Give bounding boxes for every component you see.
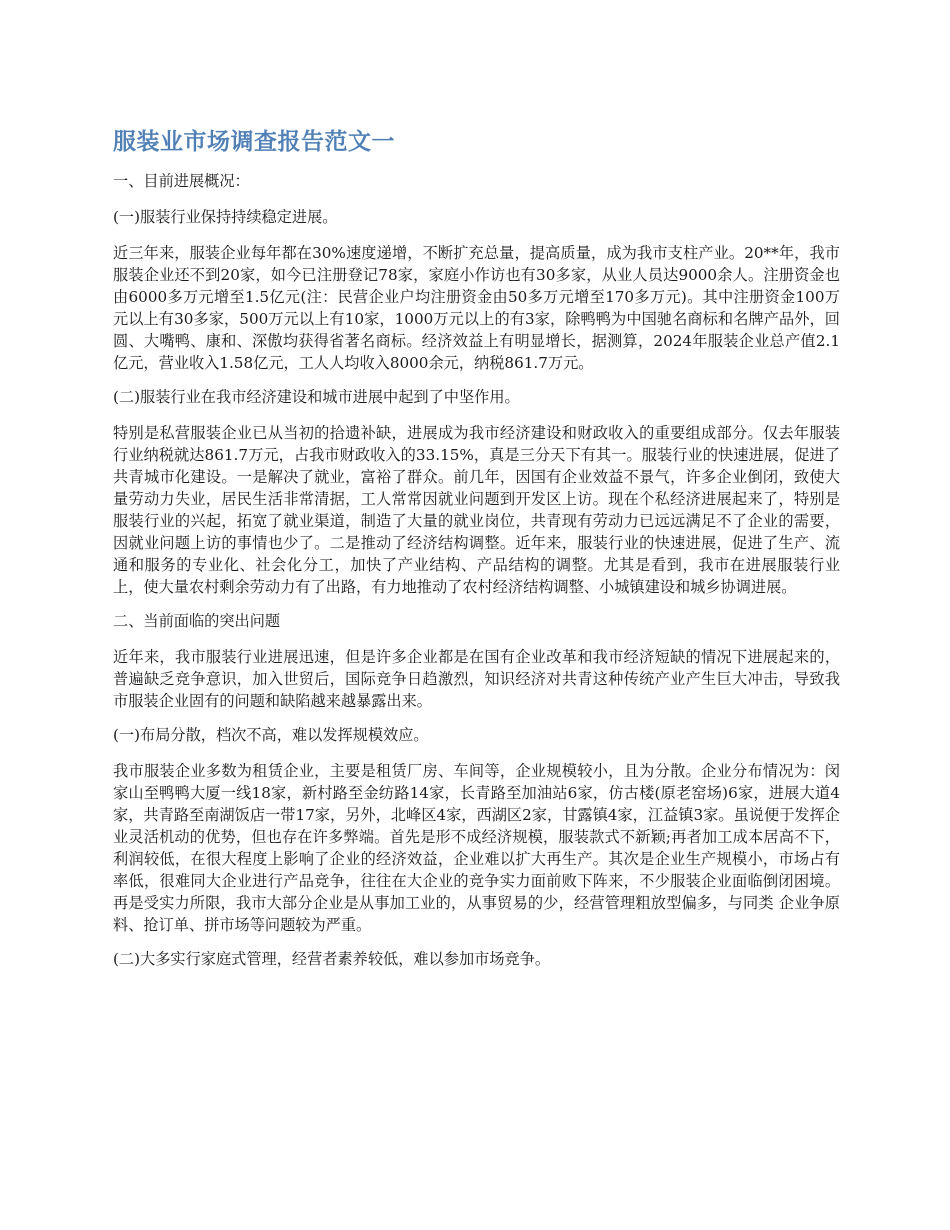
document-title: 服装业市场调查报告范文一 — [113, 129, 395, 155]
document-body — [113, 126, 840, 984]
subsection-heading-2-1: (一)布局分散，档次不高，难以发挥规模效应。 — [113, 726, 429, 744]
body-paragraph: 我市服装企业多数为租赁企业，主要是租赁厂房、车间等，企业规模较小，且为分散。企业分布情况为：闵家山至鸭鸭大厦一线18家，新村路至金纺路14家，长青路至加油站6家，仿古楼(原老窑场)6家，进展大道4家，共青路至南湖饭店一带17家，另外，北峰区4家，西湖区2家，甘露镇4家，江益镇3家。虽说便于发挥企业灵活机动的优势，但也存在许多弊端。首先是形不成经济规模，服装款式不新颖;再者加工成本居高不下，利润较低，在很大程度上影响了企业的经济效益，企业难以扩大再生产。其次是企业生产规模小，市场占有率低，很难同大企业进行产品竞争，往往在大企业的竞争实力面前败下阵来，不少服装企业面临倒闭困境。再是受实力所限，我市大部分企业是从事加工业的，从事贸易的少，经营管理粗放型偏多，与同类 企业争原料、抢订单、拼市场等问题较为严重。 — [113, 762, 840, 934]
section-heading-1: 一、目前进展概况： — [113, 172, 250, 190]
body-paragraph: 近年来，我市服装行业进展迅速，但是许多企业都是在国有企业改革和我市经济短缺的情况下进展起来的，普遍缺乏竞争意识，加入世贸后，国际竞争日趋激烈，知识经济对共青这种传统产业产生巨大冲击，导致我市服装企业固有的问题和缺陷越来越暴露出来。 — [113, 648, 840, 710]
subsection-heading-2-2: (二)大多实行家庭式管理，经营者素养较低，难以参加市场竞争。 — [113, 950, 551, 968]
body-paragraph: 特别是私营服装企业已从当初的拾遗补缺，进展成为我市经济建设和财政收入的重要组成部分。仅去年服装行业纳税就达861.7万元，占我市财政收入的33.15%，真是三分天下有其一。服装行业的快速进展，促进了共青城市化建设。一是解决了就业，富裕了群众。前几年，因国有企业效益不景气，许多企业倒闭，致使大量劳动力失业，居民生活非常清据，工人常常因就业问题到开发区上访。现在个私经济进展起来了，特别是服装行业的兴起，拓宽了就业渠道，制造了大量的就业岗位，共青现有劳动力已远远满足不了企业的需要，因就业问题上访的事情也少了。二是推动了经济结构调整。近年来，服装行业的快速进展，促进了生产、流通和服务的专业化、社会化分工，加快了产业结构、产品结构的调整。尤其是看到，我市在进展服装行业上，使大量农村剩余劳动力有了出路，有力地推动了农村经济结构调整、小城镇建设和城乡协调进展。 — [113, 424, 840, 596]
body-paragraph: 近三年来，服装企业每年都在30%速度递增，不断扩充总量，提高质量，成为我市支柱产业。20**年，我市服装企业还不到20家，如今已注册登记78家，家庭小作访也有30多家，从业人员达9000余人。注册资金也由6000多万元增至1.5亿元(注：民营企业户均注册资金由50多万元增至170多万元)。其中注册资金100万元以上有30多家，500万元以上有10家，1000万元以上的有3家，除鸭鸭为中国驰名商标和名牌产品外，回圆、大嘴鸭、康和、深傲均获得省著名商标。经济效益上有明显增长，据测算，2024年服装企业总产值2.1亿元，营业收入1.58亿元，工人人均收入8000余元，纳税861.7万元。 — [113, 244, 840, 372]
subsection-heading-1-2: (二)服装行业在我市经济建设和城市进展中起到了中坚作用。 — [113, 388, 520, 406]
section-heading-2: 二、当前面临的突出问题 — [113, 612, 281, 630]
subsection-heading-1-1: (一)服装行业保持持续稳定进展。 — [113, 208, 338, 226]
